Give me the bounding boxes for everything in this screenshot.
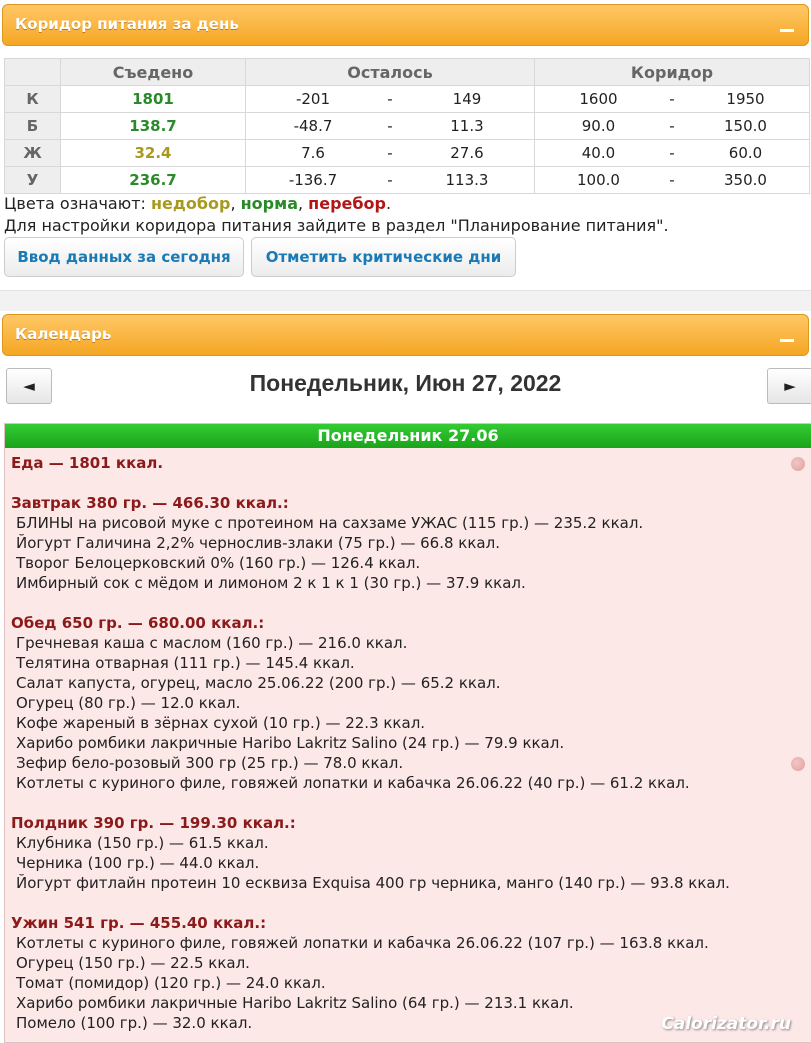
table-header-eaten: Съедено: [61, 59, 246, 86]
range-dash: -: [669, 171, 675, 189]
food-item[interactable]: Помело (100 гр.) — 32.0 ккал.: [16, 1014, 253, 1032]
range-dash: -: [669, 144, 675, 162]
row-label: К: [5, 86, 61, 113]
range-dash: -: [669, 117, 675, 135]
arrow-right-icon: ►: [784, 377, 796, 395]
day-total: Еда — 1801 ккал.: [11, 454, 164, 472]
spacer: [11, 793, 811, 813]
apple-icon[interactable]: [791, 757, 805, 771]
food-item[interactable]: Клубника (150 гр.) — 61.5 ккал.: [16, 834, 269, 852]
collapse-icon[interactable]: [780, 29, 794, 32]
corridor-note: Для настройки коридора питания зайдите в раздел "Планирование питания".: [4, 216, 669, 235]
left-range: [246, 167, 535, 194]
left-max: 113.3: [445, 171, 489, 189]
legend-over: перебор: [308, 194, 386, 213]
arrow-left-icon: ◄: [23, 377, 35, 395]
table-row: [5, 86, 810, 113]
range-dash: -: [387, 90, 393, 108]
collapse-icon[interactable]: [780, 339, 794, 342]
table-header-empty: [5, 59, 61, 86]
corridor-panel-title: Коридор питания за день: [15, 15, 239, 33]
corridor-max: 1950: [726, 90, 765, 108]
eaten-value: 32.4: [61, 140, 246, 167]
legend-under: недобор: [151, 194, 231, 213]
food-item[interactable]: Огурец (80 гр.) — 12.0 ккал.: [16, 694, 241, 712]
legend-sep: ,: [297, 194, 309, 213]
spacer: [11, 473, 811, 493]
day-entries: [5, 448, 811, 1033]
section-separator: [0, 290, 811, 311]
corridor-max: 350.0: [724, 171, 767, 189]
left-range: [246, 86, 535, 113]
eaten-value: 236.7: [61, 167, 246, 194]
range-dash: -: [387, 144, 393, 162]
meal-title: Завтрак 380 гр. — 466.30 ккал.:: [11, 494, 289, 512]
range-dash: -: [387, 117, 393, 135]
food-item[interactable]: Котлеты с куриного филе, говяжей лопатки и кабачка 26.06.22 (40 гр.) — 61.2 ккал.: [16, 774, 690, 792]
spacer: [11, 593, 811, 613]
eaten-value: 1801: [61, 86, 246, 113]
food-item[interactable]: Черника (100 гр.) — 44.0 ккал.: [16, 854, 260, 872]
corridor-min: 90.0: [581, 117, 616, 135]
food-item[interactable]: Харибо ромбики лакричные Haribo Lakritz Salino (24 гр.) — 79.9 ккал.: [16, 734, 565, 752]
watermark-logo: Calorizator.ru: [661, 1014, 791, 1034]
food-item[interactable]: Зефир бело-розовый 300 гр (25 гр.) — 78.0 ккал.: [16, 754, 404, 772]
left-max: 27.6: [450, 144, 484, 162]
apple-icon[interactable]: [791, 457, 805, 471]
spacer: [11, 893, 811, 913]
legend-sep: ,: [230, 194, 241, 213]
food-item[interactable]: Харибо ромбики лакричные Haribo Lakritz Salino (64 гр.) — 213.1 ккал.: [16, 994, 574, 1012]
corridor-range: [534, 167, 809, 194]
corridor-max: 60.0: [728, 144, 763, 162]
left-max: 149: [452, 90, 482, 108]
eaten-value: 138.7: [61, 113, 246, 140]
table-row: [5, 113, 810, 140]
legend-prefix: Цвета означают:: [4, 194, 151, 213]
food-item[interactable]: Томат (помидор) (120 гр.) — 24.0 ккал.: [16, 974, 326, 992]
left-min: -136.7: [288, 171, 338, 189]
table-header-row: [5, 59, 810, 86]
food-item[interactable]: БЛИНЫ на рисовой муке с протеином на сахзаме УЖАС (115 гр.) — 235.2 ккал.: [16, 514, 644, 532]
meal-title: Ужин 541 гр. — 455.40 ккал.:: [11, 914, 267, 932]
left-min: -201: [295, 90, 331, 108]
row-label: У: [5, 167, 61, 194]
row-label: Ж: [5, 140, 61, 167]
enter-today-button[interactable]: Ввод данных за сегодня: [4, 237, 244, 277]
food-item[interactable]: Йогурт Галичина 2,2% чернослив-злаки (75 гр.) — 66.8 ккал.: [16, 534, 500, 552]
left-min: -48.7: [293, 117, 333, 135]
food-item[interactable]: Имбирный сок с мёдом и лимоном 2 к 1 к 1 (30 гр.) — 37.9 ккал.: [16, 574, 526, 592]
row-label: Б: [5, 113, 61, 140]
corridor-min: 100.0: [576, 171, 620, 189]
corridor-min: 40.0: [581, 144, 616, 162]
day-header: Понедельник 27.06: [5, 424, 811, 448]
corridor-table: [4, 58, 810, 194]
meal-title: Обед 650 гр. — 680.00 ккал.:: [11, 614, 265, 632]
meal-title: Полдник 390 гр. — 199.30 ккал.:: [11, 814, 296, 832]
day-card: [4, 423, 811, 1043]
color-legend: [4, 194, 391, 213]
left-max: 11.3: [450, 117, 484, 135]
left-min: 7.6: [301, 144, 325, 162]
legend-norm: норма: [240, 194, 298, 213]
food-item[interactable]: Телятина отварная (111 гр.) — 145.4 ккал.: [16, 654, 355, 672]
food-item[interactable]: Котлеты с куриного филе, говяжей лопатки и кабачка 26.06.22 (107 гр.) — 163.8 ккал.: [16, 934, 709, 952]
corridor-panel-header[interactable]: [2, 4, 809, 46]
table-header-corridor: Коридор: [534, 59, 809, 86]
range-dash: -: [669, 90, 675, 108]
corridor-max: 150.0: [724, 117, 767, 135]
table-header-left: Осталось: [246, 59, 535, 86]
food-item[interactable]: Кофе жареный в зёрнах сухой (10 гр.) — 22.3 ккал.: [16, 714, 426, 732]
next-day-button[interactable]: [767, 368, 811, 404]
table-row: [5, 140, 810, 167]
food-item[interactable]: Йогурт фитлайн протеин 10 есквиза Exquisa 400 гр черника, манго (140 гр.) — 93.8 ккал.: [16, 874, 730, 892]
corridor-range: [534, 140, 809, 167]
mark-critical-days-button[interactable]: Отметить критические дни: [251, 237, 516, 277]
food-item[interactable]: Салат капуста, огурец, масло 25.06.22 (200 гр.) — 65.2 ккал.: [16, 674, 501, 692]
corridor-min: 1600: [579, 90, 618, 108]
food-item[interactable]: Творог Белоцерковский 0% (160 гр.) — 126.4 ккал.: [16, 554, 421, 572]
food-item[interactable]: Огурец (150 гр.) — 22.5 ккал.: [16, 954, 250, 972]
calendar-panel-title: Календарь: [15, 325, 112, 343]
range-dash: -: [387, 171, 393, 189]
left-range: [246, 140, 535, 167]
legend-end: .: [385, 194, 392, 213]
date-title: Понедельник, Июн 27, 2022: [249, 370, 562, 396]
corridor-range: [534, 113, 809, 140]
left-range: [246, 113, 535, 140]
table-row: [5, 167, 810, 194]
corridor-range: [534, 86, 809, 113]
calendar-panel-header[interactable]: [2, 314, 809, 356]
food-item[interactable]: Гречневая каша с маслом (160 гр.) — 216.0 ккал.: [16, 634, 408, 652]
